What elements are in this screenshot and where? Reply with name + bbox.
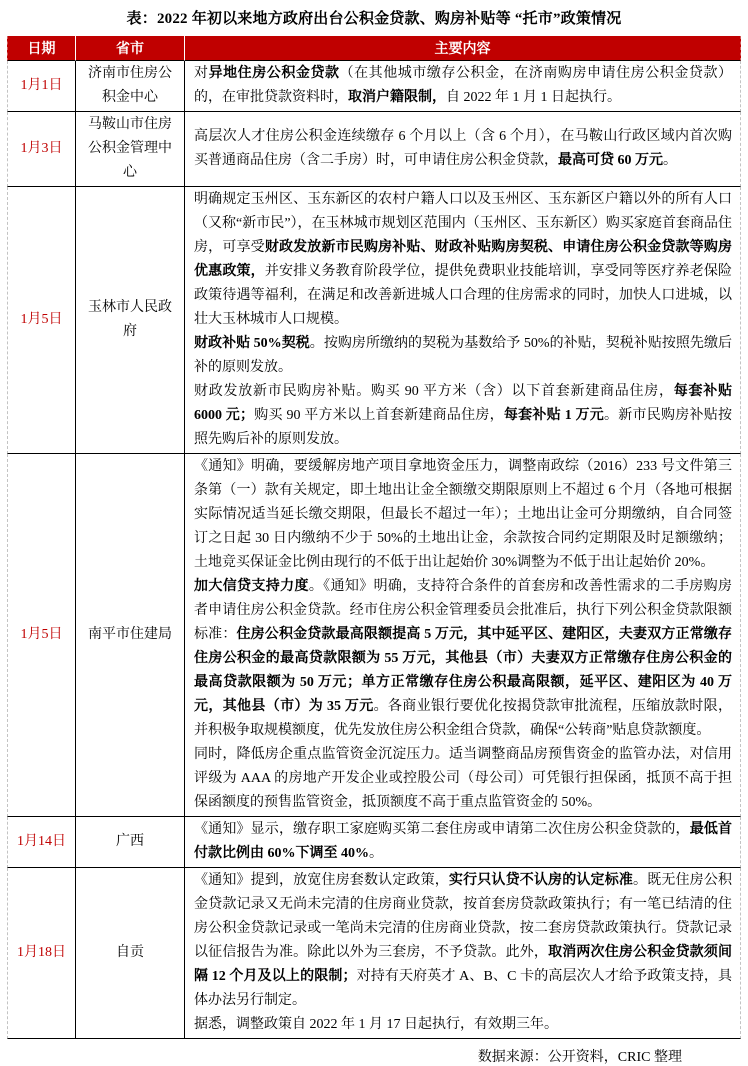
policy-text-bold: 财政发放新市民购房补贴、财政补贴购房契税、申请住房公积金贷款等购房优惠政策， <box>194 240 732 279</box>
province-cell: 广西 <box>75 817 184 868</box>
header-row <box>7 36 741 61</box>
content-cell <box>184 61 741 112</box>
policy-text: 自 2022 年 1 月 1 日起执行。 <box>446 90 621 105</box>
content-cell <box>184 112 741 187</box>
policy-text: 《通知》显示，缴存职工家庭购买第二套住房或申请第二次住房公积金贷款的， <box>194 822 690 837</box>
policy-text: 明确规定玉州区、玉东新区的农村户籍人口以及玉州区、玉东新区户籍以外的所有人口（又称“新市民”），在玉林城市规划区范围内（玉州区、玉东新区）购买家庭首套商品住房，可享受 <box>194 192 732 255</box>
policy-paragraph <box>194 1013 732 1037</box>
table-title: 表：2022 年初以来地方政府出台公积金贷款、购房补贴等 “托市”政策情况 <box>126 11 622 27</box>
policy-text: 财政发放新市民购房补贴。购买 90 平方米（含）以下首套新建商品住房， <box>194 384 674 399</box>
content-cell <box>184 187 741 454</box>
policy-text: 。各商业银行要优化按揭贷款审批流程，压缩放款时限，并积极争取规模额度，优先发放住房公积金组合贷款，确保“公转商”贴息贷款额度。 <box>194 699 733 738</box>
data-source: 数据来源：公开资料，CRIC 整理 <box>477 1050 682 1065</box>
policy-text: 。既无住房公积金贷款记录又无尚未完清的住房商业贷款，按首套房贷款政策执行；有一笔已结清的住房公积金贷款记录或一笔尚未完清的住房商业贷款，按二套房贷款政策执行。贷款记录以征信报告为准。除此以外为三套房，不予贷款。此外， <box>194 873 733 960</box>
province-cell: 玉林市人民政府 <box>75 187 184 454</box>
table-row <box>7 112 741 187</box>
policy-text: 对 <box>194 66 209 81</box>
date-cell: 1月5日 <box>7 187 75 454</box>
col-header-province: 省市 <box>75 36 184 61</box>
date-cell: 1月1日 <box>7 61 75 112</box>
date-cell: 1月3日 <box>7 112 75 187</box>
date-cell: 1月14日 <box>7 817 75 868</box>
policy-text-bold: 每套补贴 6000 元； <box>194 384 732 423</box>
policy-text-bold: 实行只认贷不认房的认定标准 <box>448 873 634 888</box>
policy-paragraph <box>194 380 732 452</box>
policy-text-bold: 最低首付款比例由 60%下调至 40% <box>194 822 733 861</box>
policy-table-body <box>7 61 741 1039</box>
policy-text: 对持有天府英才 A、B、C 卡的高层次人才给予政策支持，具体办法另行制定。 <box>194 969 732 1008</box>
date-cell: 1月18日 <box>7 868 75 1039</box>
policy-text: 。 <box>663 153 677 168</box>
content-cell <box>184 454 741 817</box>
policy-text-bold: 取消两次住房公积金贷款须间隔 12 个月及以上的限制； <box>194 945 733 984</box>
policy-paragraph <box>194 869 732 1013</box>
policy-paragraph <box>194 125 732 173</box>
col-header-content: 主要内容 <box>184 36 741 61</box>
policy-paragraph <box>194 818 732 866</box>
policy-text-bold: 取消户籍限制， <box>348 90 446 105</box>
date-cell: 1月5日 <box>7 454 75 817</box>
policy-text: 据悉，调整政策自 2022 年 1 月 17 日起执行，有效期三年。 <box>194 1017 558 1032</box>
policy-text-bold: 住房公积金贷款最高限额提高 5 万元，其中延平区、建阳区，夫妻双方正常缴存住房公积金的最高贷款限额为 55 万元，其他县（市）夫妻双方正常缴存住房公积金的最高贷款限额为 50 万元；单方正常缴存住房公积最高限额，延平区、建阳区为 40 万元，其他县（市）为 35 万元 <box>194 627 733 714</box>
policy-text: 并安排义务教育阶段学位，提供免费职业技能培训，享受同等医疗养老保险政策待遇等福利，在满足和改善新进城人口合理的住房需求的同时，加快人口进城，以壮大玉林城市人口规模。 <box>194 264 732 327</box>
policy-text: （在其他城市缴存公积金，在济南购房申请住房公积金贷款）的，在审批贷款资料时， <box>194 66 733 105</box>
policy-text: 购买 90 平方米以上首套新建商品住房， <box>254 408 504 423</box>
policy-paragraph <box>194 743 732 815</box>
policy-text: 。 <box>369 846 383 861</box>
province-cell: 南平市住建局 <box>75 454 184 817</box>
province-cell: 马鞍山市住房公积金管理中心 <box>75 112 184 187</box>
policy-text-bold: 最高可贷 60 万元 <box>558 153 663 168</box>
policy-text: 。《通知》明确，支持符合条件的首套房和改善性需求的二手房购房者申请住房公积金贷款。经市住房公积金管理委员会批准后，执行下列公积金贷款限额标准： <box>194 579 732 642</box>
policy-text: 。新市民购房补贴按照先购后补的原则发放。 <box>194 408 733 447</box>
policy-text-bold: 财政补贴 50%契税 <box>194 336 310 351</box>
table-row <box>7 868 741 1039</box>
policy-text-bold: 加大信贷支持力度 <box>194 579 309 594</box>
table-row <box>7 817 741 868</box>
table-row <box>7 187 741 454</box>
table-header <box>7 36 741 61</box>
col-header-date: 日期 <box>7 36 75 61</box>
table-row <box>7 454 741 817</box>
policy-text: 《通知》明确，要缓解房地产项目拿地资金压力，调整南政综（2016）233 号文件第三条第（一）款有关规定，即土地出让金全额缴交期限原则上不超过 6 个月（各地可根据实际情况适当延长缴交期限，但最长不超过一年）；土地出让金可分期缴纳，自合同签订之日起 30 日内缴纳不少于 50%的土地出让金，余款按合同约定期限及时足额缴纳；土地竞买保证金比例由现行的不低于出让起始价 30%调整为不低于出让起始价 20%。 <box>194 459 732 570</box>
policy-text-bold: 异地住房公积金贷款 <box>208 66 340 81</box>
policy-text: 《通知》提到，放宽住房套数认定政策， <box>194 873 449 888</box>
policy-text-bold: 每套补贴 1 万元 <box>503 408 604 423</box>
policy-paragraph <box>194 455 732 575</box>
policy-table <box>7 36 741 1039</box>
content-cell <box>184 817 741 868</box>
policy-paragraph <box>194 575 732 743</box>
province-cell: 济南市住房公积金中心 <box>75 61 184 112</box>
policy-paragraph <box>194 188 732 332</box>
policy-paragraph <box>194 62 732 110</box>
content-cell <box>184 868 741 1039</box>
policy-text: 同时，降低房企重点监管资金沉淀压力。适当调整商品房预售资金的监管办法，对信用评级为 AAA 的房地产开发企业或控股公司（母公司）可凭银行担保函，抵顶不高于担保函额度的预售监管资金，抵顶额度不高于重点监管资金的 50%。 <box>194 747 732 810</box>
table-row <box>7 61 741 112</box>
policy-text: 高层次人才住房公积金连续缴存 6 个月以上（含 6 个月），在马鞍山行政区域内首次购买普通商品住房（含二手房）时，可申请住房公积金贷款， <box>194 129 732 168</box>
policy-paragraph <box>194 332 732 380</box>
policy-text: 。按购房所缴纳的契税为基数给予 50%的补贴，契税补贴按照先缴后补的原则发放。 <box>194 336 732 375</box>
province-cell: 自贡 <box>75 868 184 1039</box>
